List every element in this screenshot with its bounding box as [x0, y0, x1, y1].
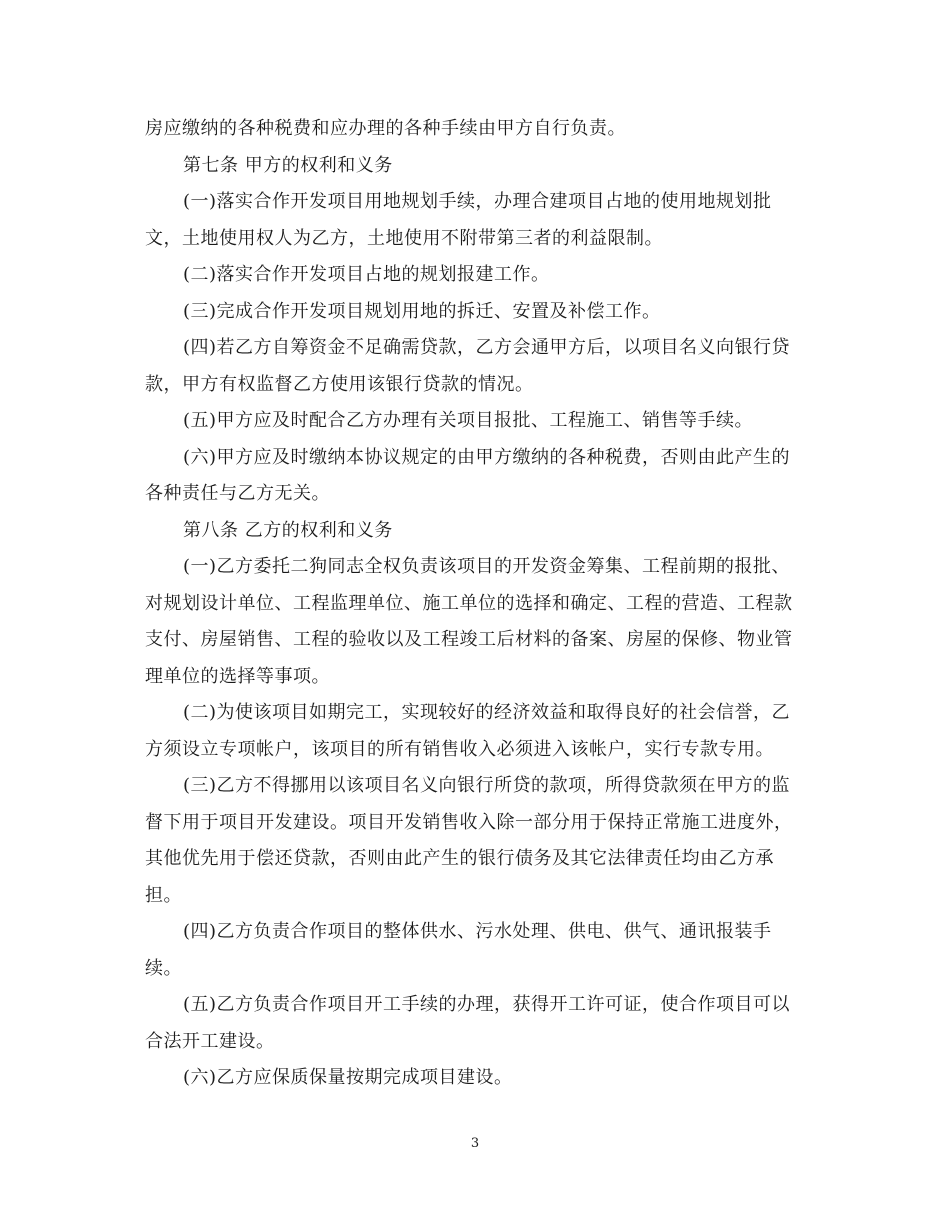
- text-line: (二)为使该项目如期完工，实现较好的经济效益和取得良好的社会信誉，乙: [183, 702, 791, 723]
- text-line: 督下用于项目开发建设。项目开发销售收入除一部分用于保持正常施工进度外，: [145, 811, 793, 833]
- text-line: 款，甲方有权监督乙方使用该银行贷款的情况。: [145, 373, 534, 395]
- text-line: 理单位的选择等事项。: [145, 665, 330, 687]
- text-line: (三)完成合作开发项目规划用地的拆迁、安置及补偿工作。: [183, 300, 661, 322]
- page-number: 3: [470, 1136, 480, 1151]
- text-line: (四)若乙方自筹资金不足确需贷款，乙方会通甲方后，以项目名义向银行贷: [183, 337, 791, 358]
- text-line: (二)落实合作开发项目占地的规划报建工作。: [183, 264, 550, 285]
- text-line: 合法开工建设。: [145, 1030, 275, 1052]
- text-line: (五)乙方负责合作项目开工手续的办理，获得开工许可证，使合作项目可以: [183, 994, 791, 1015]
- text-line: 担。: [145, 884, 182, 906]
- text-line: (六)甲方应及时缴纳本协议规定的由甲方缴纳的各种税费，否则由此产生的: [183, 446, 791, 468]
- text-line: (一)落实合作开发项目用地规划手续，办理合建项目占地的使用地规划批: [183, 191, 772, 212]
- text-line: 续。: [145, 957, 182, 979]
- text-line: 对规划设计单位、工程监理单位、施工单位的选择和确定、工程的营造、工程款: [145, 592, 793, 614]
- text-line: 支付、房屋销售、工程的验收以及工程竣工后材料的备案、房屋的保修、物业管: [145, 629, 793, 650]
- document-body: [145, 111, 805, 1097]
- text-line: (六)乙方应保质保量按期完成项目建设。: [183, 1067, 513, 1088]
- text-line: 方须设立专项帐户，该项目的所有销售收入必须进入该帐户，实行专款专用。: [145, 738, 774, 760]
- text-line: 房应缴纳的各种税费和应办理的各种手续由甲方自行负责。: [145, 118, 626, 139]
- text-line: 第八条 乙方的权利和义务: [183, 519, 393, 541]
- text-line: (五)甲方应及时配合乙方办理有关项目报批、工程施工、销售等手续。: [183, 410, 754, 431]
- text-line: (四)乙方负责合作项目的整体供水、污水处理、供电、供气、通讯报装手: [183, 921, 772, 942]
- text-line: 第七条 甲方的权利和义务: [183, 154, 393, 176]
- text-line: 其他优先用于偿还贷款，否则由此产生的银行债务及其它法律责任均由乙方承: [145, 848, 774, 869]
- text-line: (一)乙方委托二狗同志全权负责该项目的开发资金筹集、工程前期的报批、: [183, 556, 791, 577]
- text-line: 各种责任与乙方无关。: [145, 483, 330, 504]
- text-line: 文，土地使用权人为乙方，土地使用不附带第三者的利益限制。: [145, 227, 663, 249]
- text-line: (三)乙方不得挪用以该项目名义向银行所贷的款项，所得贷款须在甲方的监: [183, 775, 791, 796]
